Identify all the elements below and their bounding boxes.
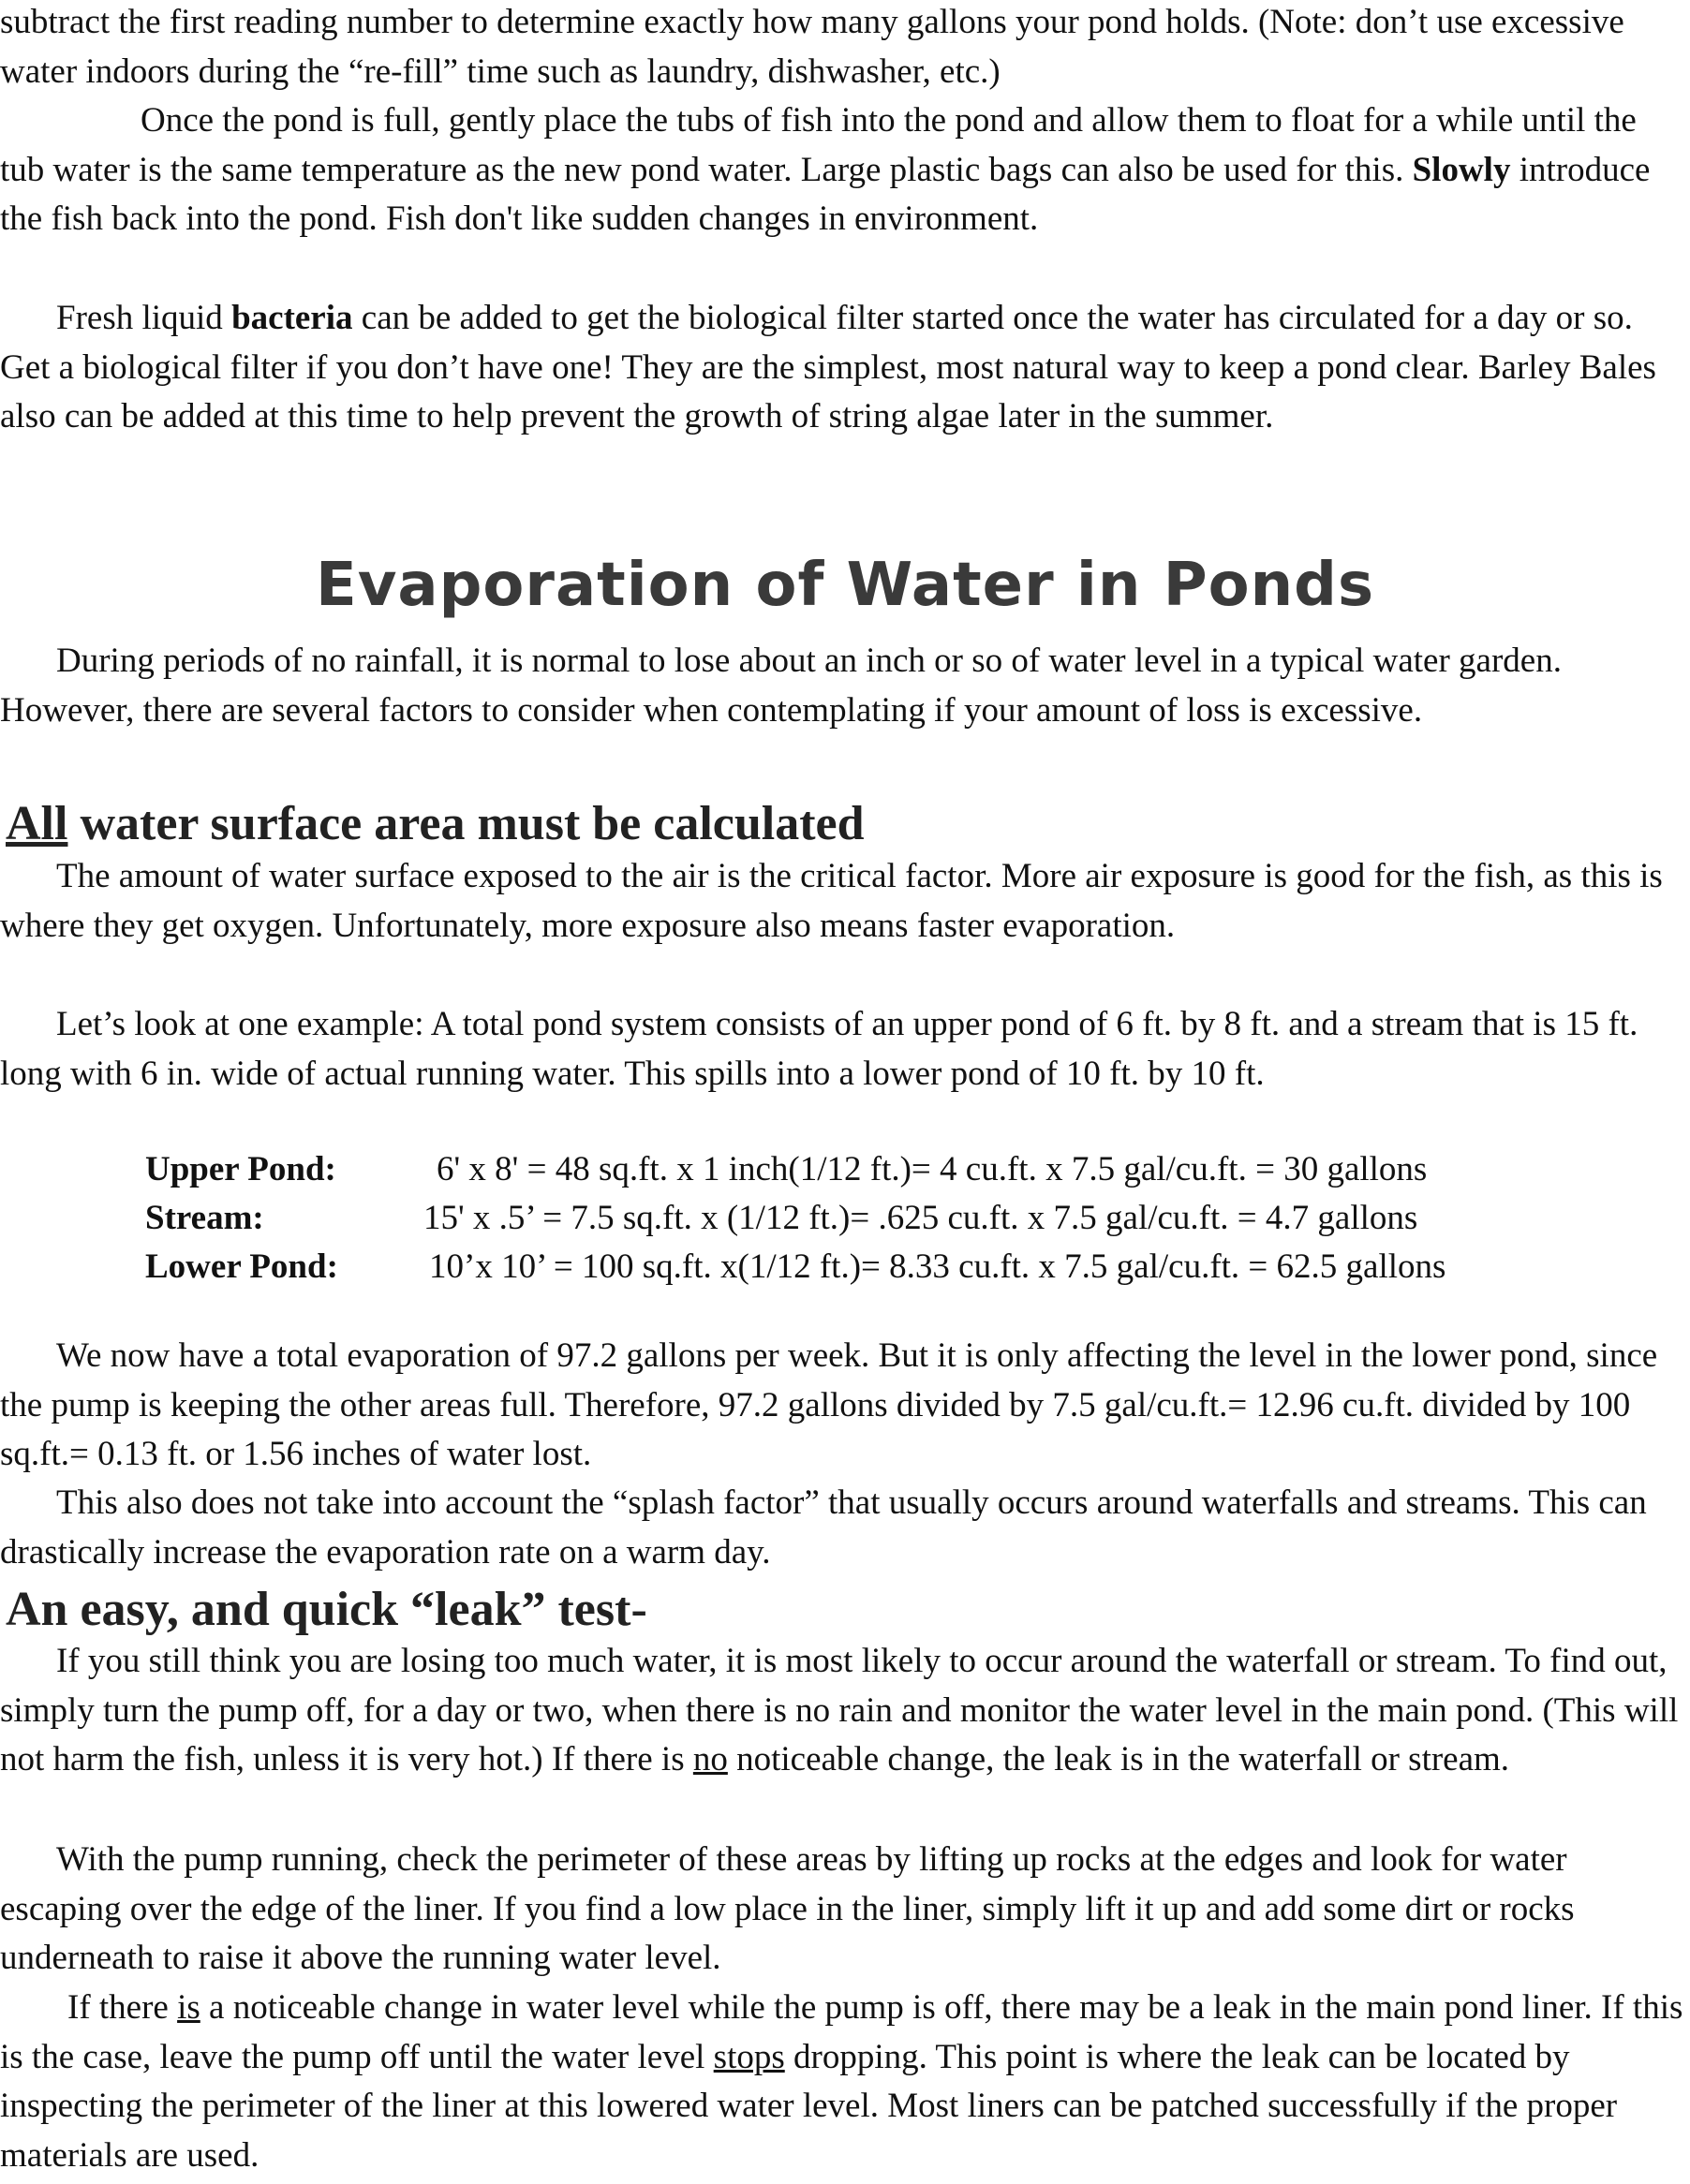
surface-area-heading: All water surface area must be calculated [6, 797, 865, 850]
stops-emphasis: stops [713, 2037, 785, 2076]
leak-test-paragraph-3: If there is a noticeable change in water level while the pump is off, there may be a leak in the main pond liner. If this is the case, leave the pump off until the water level stops dropping. This point is where the leak can be located by inspecting the perimeter of the liner at this lowered water level. Most liners can be patched successfully if the proper materials are used. [0, 1988, 1683, 2175]
intro-paragraph-1: subtract the first reading number to determine exactly how many gallons your pond holds. (Note: don’t use excessive water indoors during the “re-fill” time such as laundry, dishwasher, etc.) [0, 3, 1624, 91]
example-paragraph: Let’s look at one example: A total pond system consists of an upper pond of 6 ft. by 8 ft. and a stream that is 15 ft. long with 6 in. wide of actual running water. This spills into a lower pond of 10 ft. by 10 ft. [0, 1005, 1638, 1093]
calculation-label: Upper Pond: [145, 1150, 336, 1188]
leak-test-paragraph-1: If you still think you are losing too much water, it is most likely to occur around the waterfall or stream. To find out, simply turn the pump off, for a day or two, when there is no rain and monitor the water level in the main pond. (This will not harm the fish, unless it is very hot.) If there is no noticeable change, the leak is in the waterfall or stream. [0, 1642, 1679, 1778]
calculation-row-lower-pond [0, 1243, 1690, 1291]
bacteria-emphasis: bacteria [231, 299, 353, 337]
calculation-row-upper-pond [0, 1145, 1690, 1194]
is-emphasis: is [177, 1988, 200, 2027]
calculation-label: Stream: [145, 1199, 264, 1237]
slowly-emphasis: Slowly [1412, 150, 1511, 189]
total-evaporation-paragraph: We now have a total evaporation of 97.2 gallons per week. But it is only affecting the level in the lower pond, since the pump is keeping the other areas full. Therefore, 97.2 gallons divided by 7.5 gal/cu.ft.= 12.96 cu.ft. divided by 100 sq.ft.= 0.13 ft. or 1.56 inches of water lost. [0, 1336, 1658, 1473]
calculation-row-stream [0, 1194, 1690, 1243]
splash-factor-paragraph: This also does not take into account the “splash factor” that usually occurs around waterfalls and streams. This can drastically increase the evaporation rate on a warm day. [0, 1483, 1647, 1572]
evaporation-intro-paragraph: During periods of no rainfall, it is normal to lose about an inch or so of water level in a typical water garden. However, there are several factors to consider when contemplating if your amount of loss is excessive. [0, 642, 1562, 730]
no-emphasis: no [692, 1740, 728, 1778]
calculation-label: Lower Pond: [145, 1247, 338, 1286]
intro-paragraph-2: Once the pond is full, gently place the tubs of fish into the pond and allow them to float for a while until the tub water is the same temperature as the new pond water. Large plastic bags can also be used for this. Slowly introduce the fish back into the pond. Fish don't like sudden changes in environment. [0, 101, 1651, 238]
calculation-expression: 10’x 10’ = 100 sq.ft. x(1/12 ft.)= 8.33 cu.ft. x 7.5 gal/cu.ft. = 62.5 gallons [429, 1247, 1446, 1286]
calculation-expression: 15' x .5’ = 7.5 sq.ft. x (1/12 ft.)= .625 cu.ft. x 7.5 gal/cu.ft. = 4.7 gallons [423, 1199, 1418, 1237]
leak-test-paragraph-2: With the pump running, check the perimeter of these areas by lifting up rocks at the edges and look for water escaping over the edge of the liner. If you find a low place in the liner, simply lift it up and add some dirt or rocks underneath to raise it above the running water level. [0, 1840, 1575, 1977]
page-title: Evaporation of Water in Ponds [315, 551, 1375, 620]
leak-test-heading: An easy, and quick “leak” test- [6, 1583, 647, 1636]
evaporation-calculation-table [0, 1145, 1690, 1305]
intro-paragraph-3: Fresh liquid bacteria can be added to get the biological filter started once the water has circulated for a day or so. Get a biological filter if you don’t have one! They are the simplest, most natural way to keep a pond clear. Barley Bales also can be added at this time to help prevent the growth of string algae later in the summer. [0, 299, 1656, 435]
surface-area-paragraph-1: The amount of water surface exposed to the air is the critical factor. More air exposure is good for the fish, as this is where they get oxygen. Unfortunately, more exposure also means faster evaporation. [0, 857, 1663, 945]
calculation-expression: 6' x 8' = 48 sq.ft. x 1 inch(1/12 ft.)= 4 cu.ft. x 7.5 gal/cu.ft. = 30 gallons [437, 1150, 1428, 1188]
